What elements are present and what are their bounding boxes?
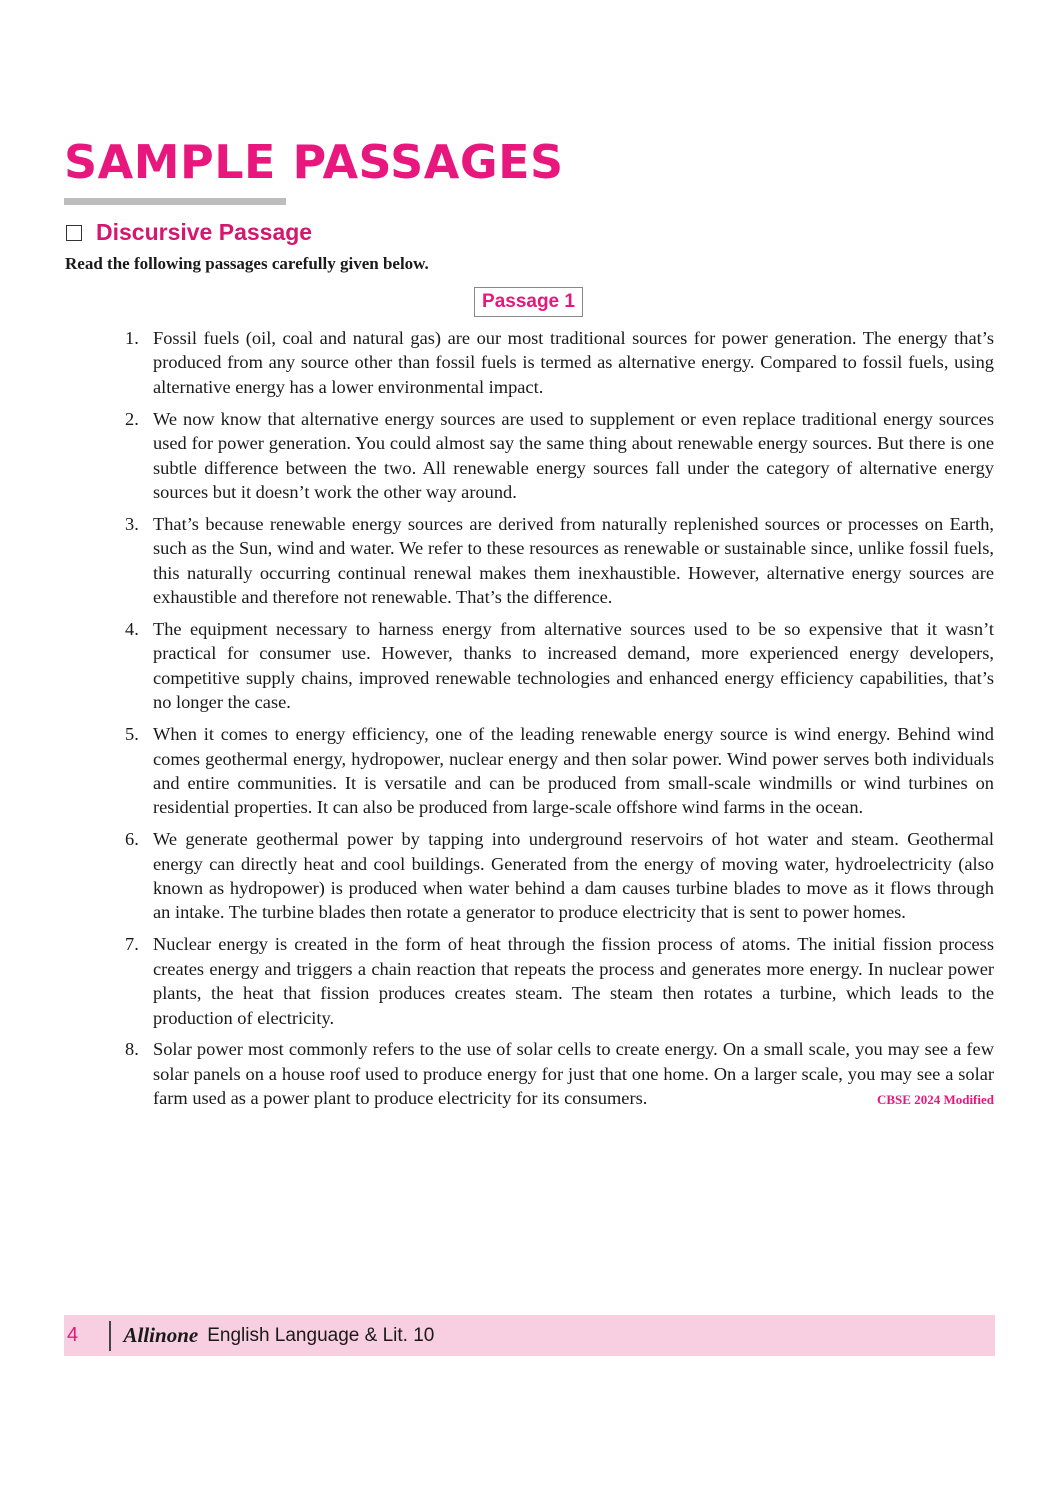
item-text: Nuclear energy is created in the form of heat through the fission process of atoms. The initial fission process creates energy and triggers a chain reaction that repeats the process and generates more energy. In nuclear power plants, the heat that fission produces creates steam. The steam then rotates a turbine, which leads to the production of electricity. [153, 934, 994, 1028]
passage-badge: Passage 1 [474, 287, 583, 317]
list-item [125, 326, 994, 399]
item-text [153, 1037, 994, 1112]
item-text: When it comes to energy efficiency, one of the leading renewable energy source is wind energy. Behind wind comes geothermal energy, hydropower, nuclear energy and then solar power. Wind power serves both individuals and entire communities. It is versatile and can be produced from small-scale windmills or wind turbines on residential properties. It can also be produced from large-scale offshore wind farms in the ocean. [153, 724, 994, 818]
item-number: 5. [125, 724, 139, 745]
instruction-text: Read the following passages carefully given below. [65, 254, 429, 273]
section-heading [66, 219, 312, 246]
list-item [125, 407, 994, 505]
list-item [125, 512, 994, 610]
brand-logo: Allinone [123, 1323, 199, 1347]
item-number: 2. [125, 408, 139, 429]
footer-divider [109, 1321, 111, 1351]
item-number: 6. [125, 829, 139, 850]
item-text: We now know that alternative energy sources are used to supplement or even replace traditional energy sources used for power generation. You could almost say the same thing about renewable energy sources. But there is one subtle difference between the two. All renewable energy sources fall under the category of alternative energy sources but it doesn’t work the other way around. [153, 408, 994, 502]
footer-bar [64, 1315, 995, 1356]
book-title: English Language & Lit. 10 [207, 1324, 435, 1346]
source-tag: CBSE 2024 Modified [876, 1092, 994, 1108]
checkbox-icon [66, 225, 82, 241]
list-item [125, 1037, 994, 1112]
title-underline [64, 198, 286, 205]
item-number: 1. [125, 328, 139, 348]
passage-list [125, 326, 994, 1120]
item-text: That’s because renewable energy sources are derived from naturally replenished sources or processes on Earth, such as the Sun, wind and water. We refer to these resources as renewable or sustainable since, unlike fossil fuels, this naturally occurring continual renewal makes them inexhaustible. However, alternative energy sources are exhaustible and therefore not renewable. That’s the difference. [153, 513, 994, 608]
list-item [125, 722, 994, 820]
item-text: Fossil fuels (oil, coal and natural gas) are our most traditional sources for power generation. The energy that’s produced from any source other than fossil fuels is termed as alternative energy. Compared to fossil fuels, using alternative energy has a lower environmental impact. [153, 328, 994, 397]
item-text: We generate geothermal power by tapping into underground reservoirs of hot water and steam. Geothermal energy can directly heat and cool buildings. Generated from the energy of moving water, hydroelectricity (also known as hydropower) is produced when water behind a dam causes turbine blades to move as it flows through an intake. The turbine blades then rotate a generator to produce electricity that is sent to power homes. [153, 829, 994, 923]
list-item [125, 827, 994, 925]
item-number: 7. [125, 934, 139, 955]
item-number: 3. [125, 513, 139, 534]
item-number: 8. [125, 1039, 139, 1060]
page-title: SAMPLE PASSAGES [64, 135, 564, 189]
list-item [125, 617, 994, 715]
item-text: The equipment necessary to harness energy from alternative sources used to be so expensive that it wasn’t practical for consumer use. However, thanks to increased demand, more experienced energy developers, competitive supply chains, improved renewable technologies and enhanced energy efficiency capabilities, that’s no longer the case. [153, 618, 994, 713]
item-number: 4. [125, 618, 139, 639]
item-text-body: Solar power most commonly refers to the use of solar cells to create energy. On a small scale, you may see a few solar panels on a house roof used to produce energy for just that one home. On a larger scale, you may see a solar farm used as a power plant to produce electricity for its consumers. [153, 1039, 994, 1109]
page-number: 4 [67, 1324, 79, 1346]
section-label: Discursive Passage [96, 219, 313, 245]
list-item [125, 932, 994, 1030]
